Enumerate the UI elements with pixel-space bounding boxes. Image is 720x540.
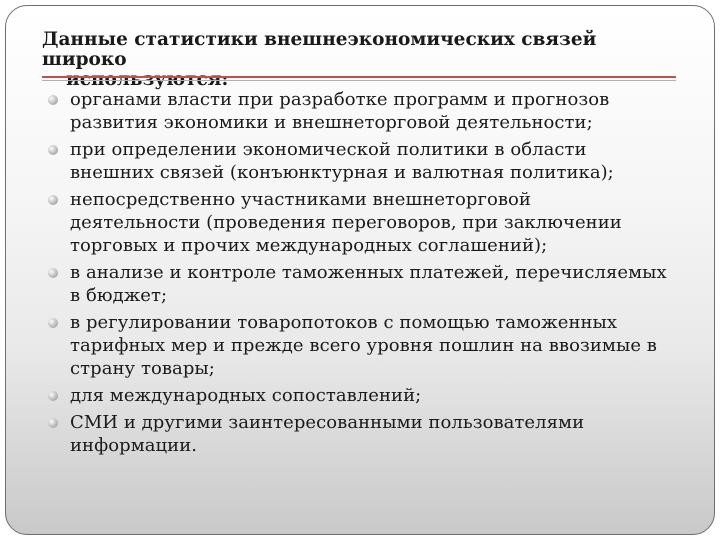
bullet-text: СМИ и другими заинтересованными пользователями информации. <box>70 412 585 456</box>
bullet-icon <box>48 391 58 401</box>
list-item <box>46 411 696 457</box>
bullet-icon <box>48 318 58 328</box>
title-line-1: Данные статистики внешнеэкономических связей широко <box>42 29 597 70</box>
slide-frame <box>5 5 715 535</box>
bullet-list <box>46 88 696 461</box>
bullet-text: в анализе и контроле таможенных платежей, перечисляемых в бюджет; <box>70 262 667 306</box>
title-underline <box>42 80 676 81</box>
list-item <box>46 138 696 184</box>
bullet-icon <box>48 95 58 105</box>
list-item <box>46 188 696 257</box>
bullet-text: при определении экономической политики в области внешних связей (конъюнктурная и валютная политика); <box>70 139 614 183</box>
list-item <box>46 311 696 380</box>
list-item <box>46 88 696 134</box>
title-underline-accent <box>42 76 676 78</box>
bullet-text: органами власти при разработке программ и прогнозов развития экономики и внешнеторговой деятельности; <box>70 89 610 133</box>
slide-title <box>42 30 682 90</box>
bullet-text: в регулировании товаропотоков с помощью таможенных тарифных мер и прежде всего уровня пошлин на ввозимые в страну товары; <box>70 312 657 379</box>
bullet-text: для международных сопоставлений; <box>70 385 422 406</box>
title-line-2: используются: <box>66 69 229 90</box>
bullet-text: непосредственно участниками внешнеторговой деятельности (проведения переговоров, при заключении торговых и прочих международных соглашений); <box>70 189 622 256</box>
bullet-icon <box>48 145 58 155</box>
list-item <box>46 384 696 407</box>
bullet-icon <box>48 195 58 205</box>
bullet-icon <box>48 268 58 278</box>
bullet-icon <box>48 418 58 428</box>
list-item <box>46 261 696 307</box>
